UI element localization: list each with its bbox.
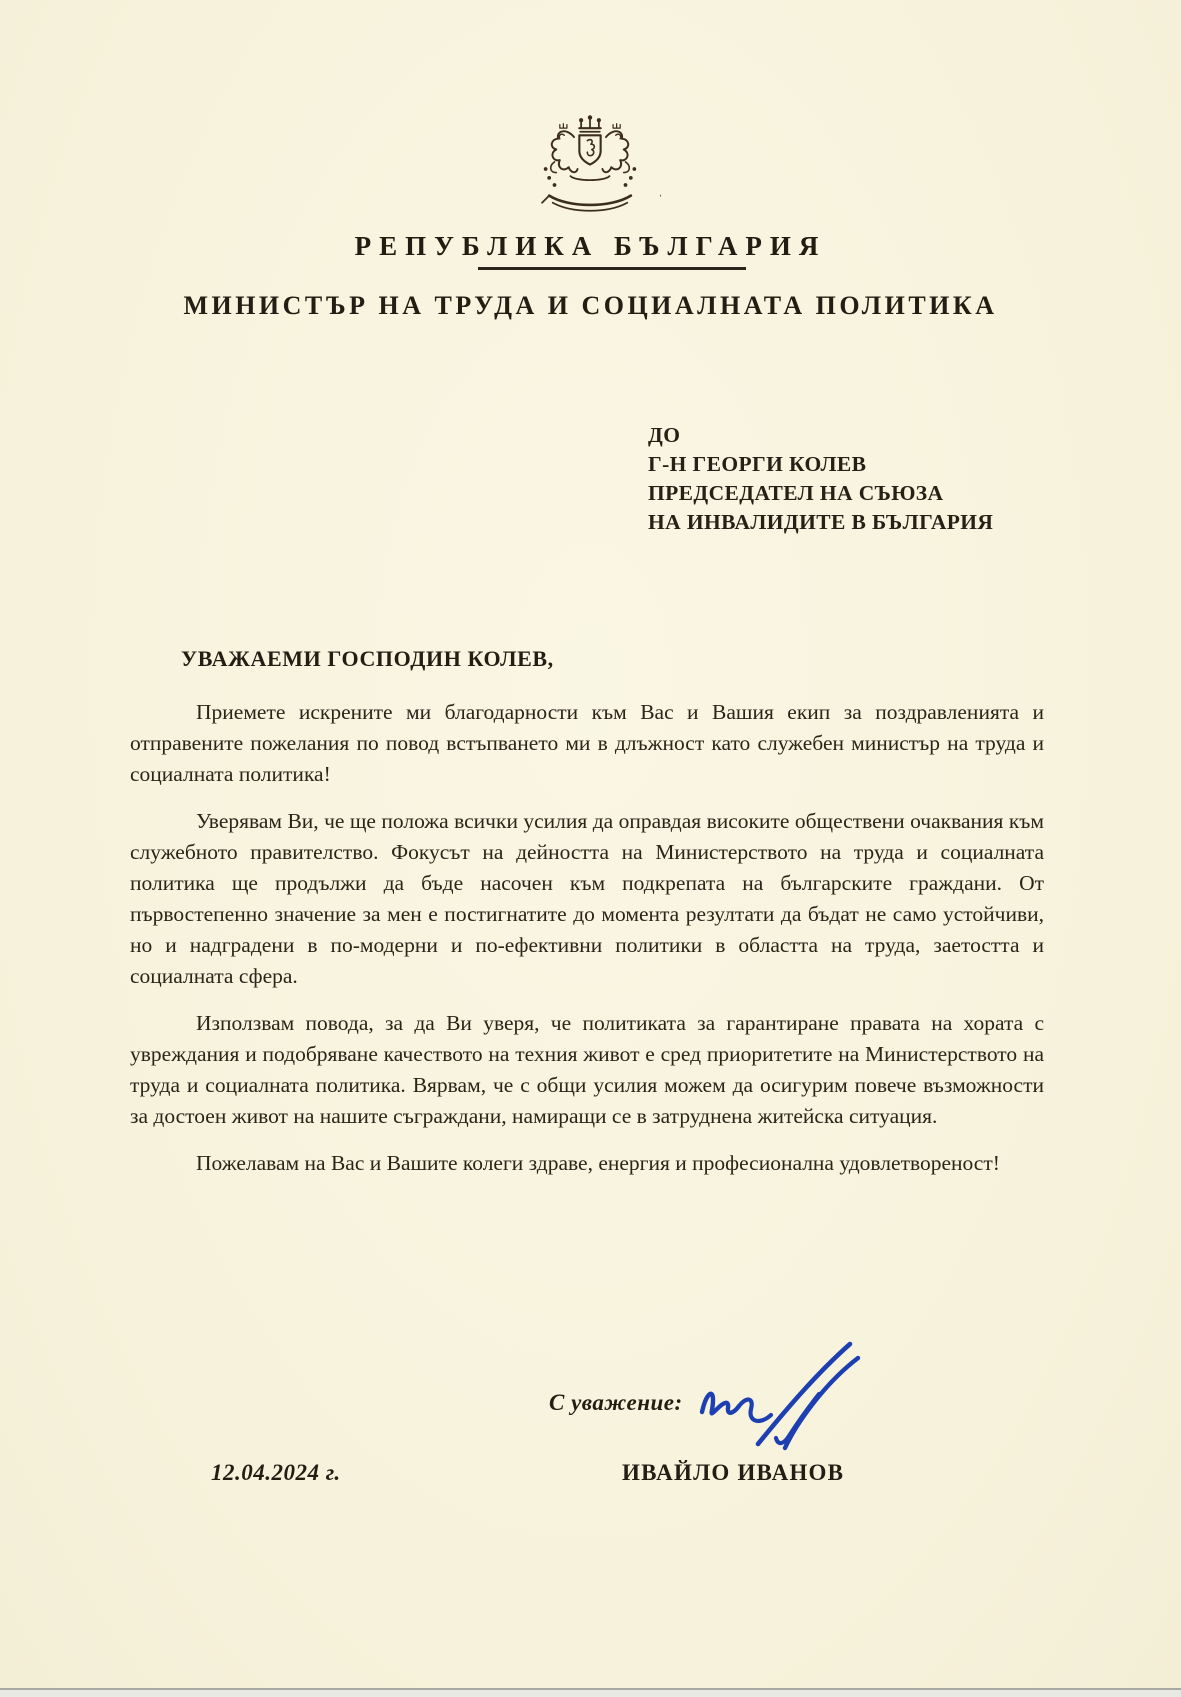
paragraph: Уверявам Ви, че ще положа всички усилия да оправдая високите обществени очаквания към служебното правителство. Фокусът на дейността на Министерството на труда и социалната политика ще продължи да бъде насочен към подкрепата на българските граждани. От първостепенно значение за мен е постигнатите до момента резултати да бъдат не само устойчиви, но и надградени в по-модерни и по-ефективни политики в областта на труда, заетостта и социалната сфера. [130, 809, 1044, 988]
addressee-role-line1: ПРЕДСЕДАТЕЛ НА СЪЮЗА [648, 481, 944, 505]
bulgarian-coat-of-arms-icon [519, 110, 661, 228]
addressee-role-line2: НА ИНВАЛИДИТЕ В БЪЛГАРИЯ [648, 510, 994, 534]
paragraph: Приемете искрените ми благодарности към Вас и Вашия екип за поздравленията и отправените пожелания по повод встъпването ми в длъжност като служебен министър на труда и социалната политика! [130, 700, 1044, 786]
addressee-block [648, 421, 993, 537]
signature-scribble-icon [692, 1332, 877, 1454]
title-underline-rule [478, 267, 746, 270]
addressee-name: Г-Н ГЕОРГИ КОЛЕВ [648, 452, 867, 476]
scan-edge [0, 1688, 1181, 1697]
addressee-to: ДО [648, 423, 681, 447]
signer-name: ИВАЙЛО ИВАНОВ [622, 1460, 845, 1485]
paragraph: Използвам повода, за да Ви уверя, че политиката за гарантиране правата на хората с увреждания и подобряване качеството на техния живот е сред приоритетите на Министерството на труда и социалната политика. Вярвам, че с общи усилия можем да осигурим повече възможности за достоен живот на нашите съграждани, намиращи се в затруднена житейска ситуация. [130, 1011, 1044, 1128]
republic-title: РЕПУБЛИКА БЪЛГАРИЯ [354, 231, 827, 261]
salutation: УВАЖАЕМИ ГОСПОДИН КОЛЕВ, [181, 646, 554, 671]
paragraph: Пожелавам на Вас и Вашите колеги здраве, енергия и професионална удовлетвореност! [196, 1151, 1000, 1175]
minister-title: МИНИСТЪР НА ТРУДА И СОЦИАЛНАТА ПОЛИТИКА [183, 291, 998, 320]
closing-label: С уважение: [549, 1390, 683, 1415]
date-label: 12.04.2024 г. [211, 1460, 341, 1485]
letter-body [130, 697, 1044, 1195]
